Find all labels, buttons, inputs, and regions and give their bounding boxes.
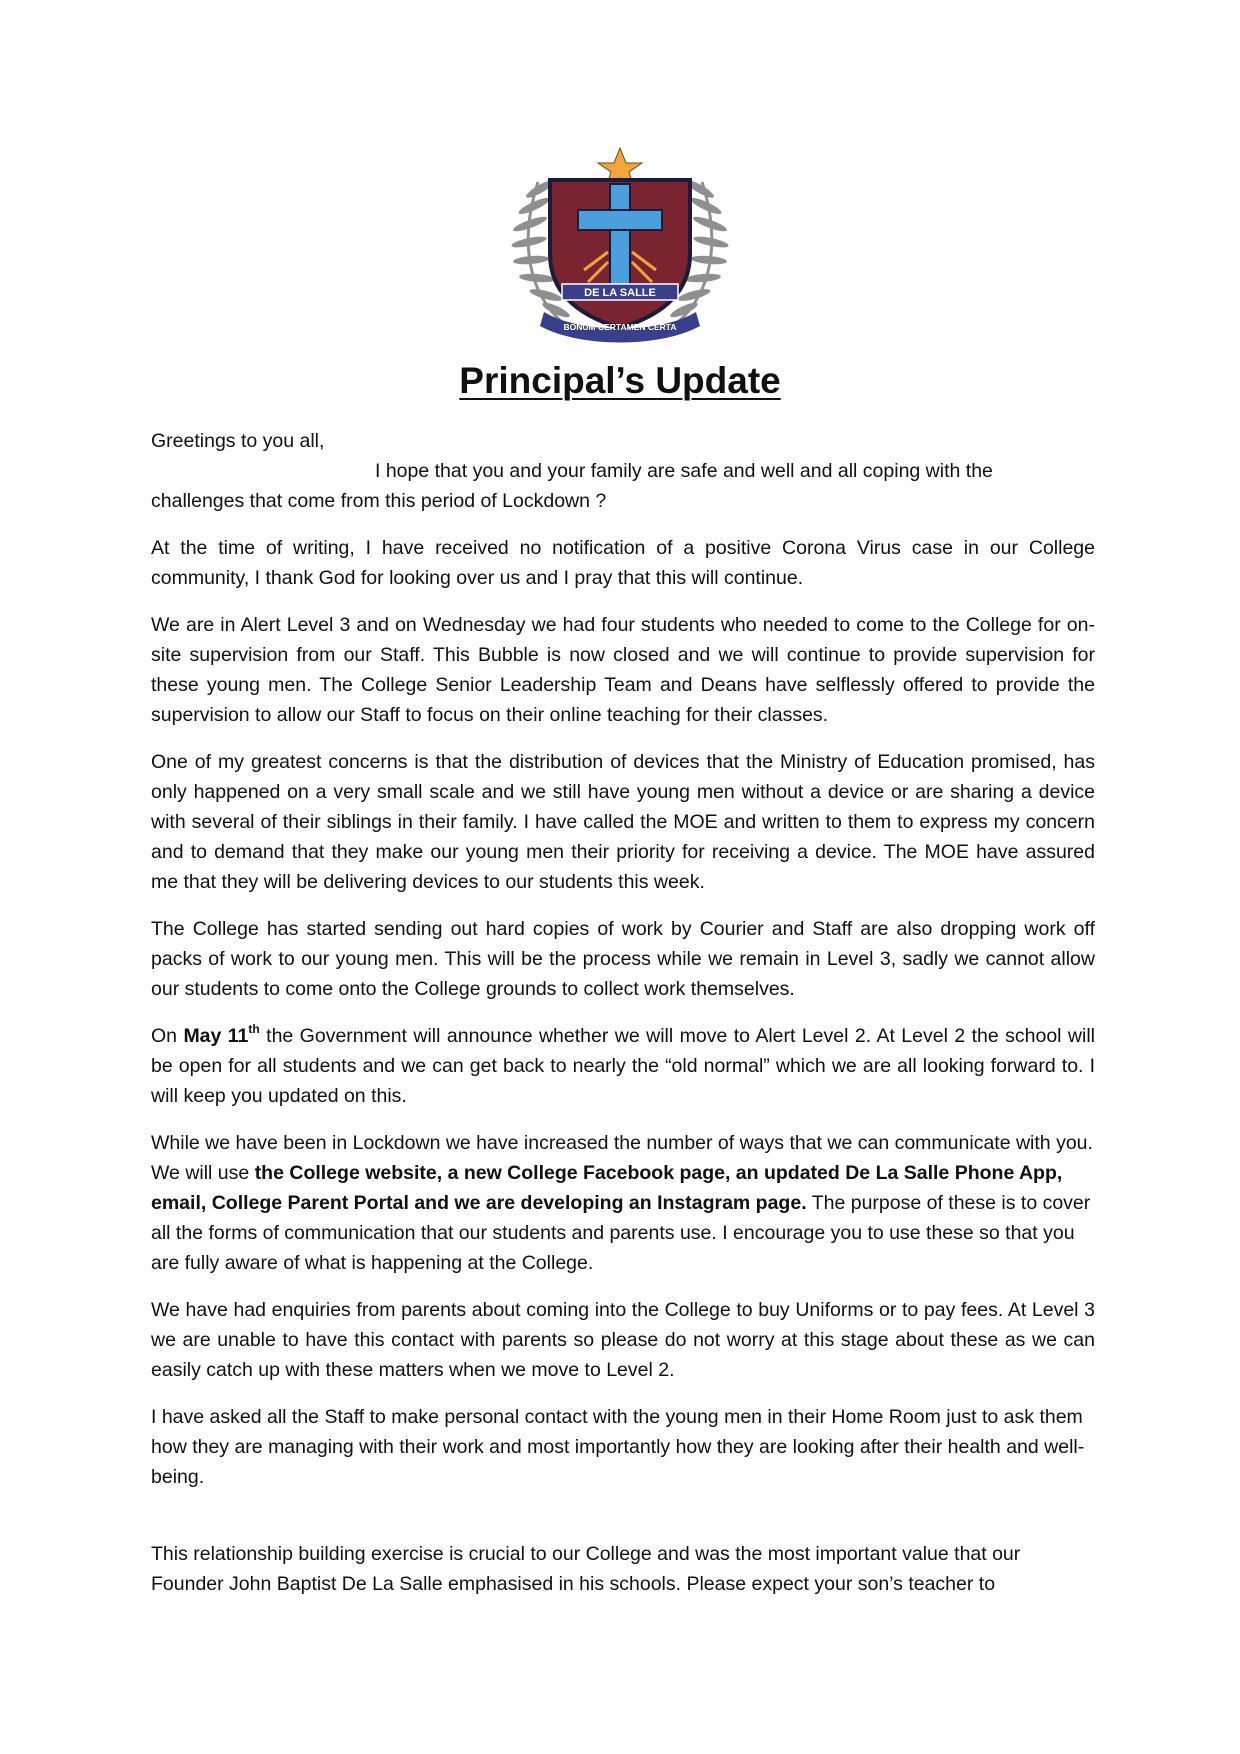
paragraph-staff-contact: I have asked all the Staff to make personal contact with the young men in their Home Room just to ask them how they are managing with their work and most importantly how they are looking after their health and well-being. [151,1406,1085,1488]
paragraph-alert-level: We are in Alert Level 3 and on Wednesday we had four students who needed to come to the College for on-site supervision from our Staff. This Bubble is now closed and we will continue to provide supervision for these young men. The College Senior Leadership Team and Deans have selflessly offered to provide the supervision to allow our Staff to focus on their online teaching for their classes. [151,614,1095,726]
greeting: Greetings to you all, [151,430,325,452]
paragraph-covid-status: At the time of writing, I have received no notification of a positive Corona Virus case in our College community, I thank God for looking over us and I pray that this will continue. [151,537,1095,589]
comm-lead: While we have been in Lockdown we have increased the number of ways that we can communicate with you. We will use [151,1132,1093,1184]
paragraph-devices: One of my greatest concerns is that the distribution of devices that the Ministry of Education promised, has only happened on a very small scale and we still have young men without a device or are sharing a device with several of their siblings in their family. I have called the MOE and written to them to express my concern and to demand that they make our young men their priority for receiving a device. The MOE have assured me that they will be delivering devices to our students this week. [151,751,1095,893]
motto-text: BONUM CERTAMEN CERTA [563,322,677,332]
banner-text: DE LA SALLE [584,287,656,299]
page-title: Principal’s Update [459,360,781,401]
may-rest: the Government will announce whether we will move to Alert Level 2. At Level 2 the school will be open for all students and we can get back to nearly the “old normal” which we are all looking forward to. I will keep you updated on this. [151,1025,1095,1107]
comm-channels: the College website, a new College Facebook page, an updated De La Salle Phone App, email, College Parent Portal and we are developing an Instagram page. [151,1162,1063,1214]
paragraph-hard-copies: The College has started sending out hard copies of work by Courier and Staff are also dropping work off packs of work to our young men. This will be the process while we remain in Level 3, sadly we cannot allow our students to come onto the College grounds to collect work themselves. [151,918,1095,1000]
paragraph-relationship: This relationship building exercise is crucial to our College and was the most important value that our Founder John Baptist De La Salle emphasised in his schools. Please expect your son’s teacher to [151,1543,1021,1595]
paragraph-may-announcement [151,1021,1095,1111]
college-crest-logo [500,144,740,344]
intro-line-2: challenges that come from this period of Lockdown ? [151,490,607,512]
may-date: May 11th [183,1022,260,1047]
intro-line-1: I hope that you and your family are safe and well and all coping with the [375,460,993,482]
date-superscript: th [248,1022,260,1036]
paragraph-uniforms-fees: We have had enquiries from parents about coming into the College to buy Uniforms or to pay fees. At Level 3 we are unable to have this contact with parents so please do not worry at this stage about these as we can easily catch up with these matters when we move to Level 2. [151,1299,1095,1381]
letter-body [151,426,1095,1616]
paragraph-communication [151,1128,1095,1278]
paragraph-intro [151,456,1095,516]
may-lead: On [151,1025,178,1047]
comm-rest: The purpose of these is to cover all the forms of communication that our students and parents use. I encourage you to use these so that you are fully aware of what is happening at the College. [151,1192,1091,1274]
